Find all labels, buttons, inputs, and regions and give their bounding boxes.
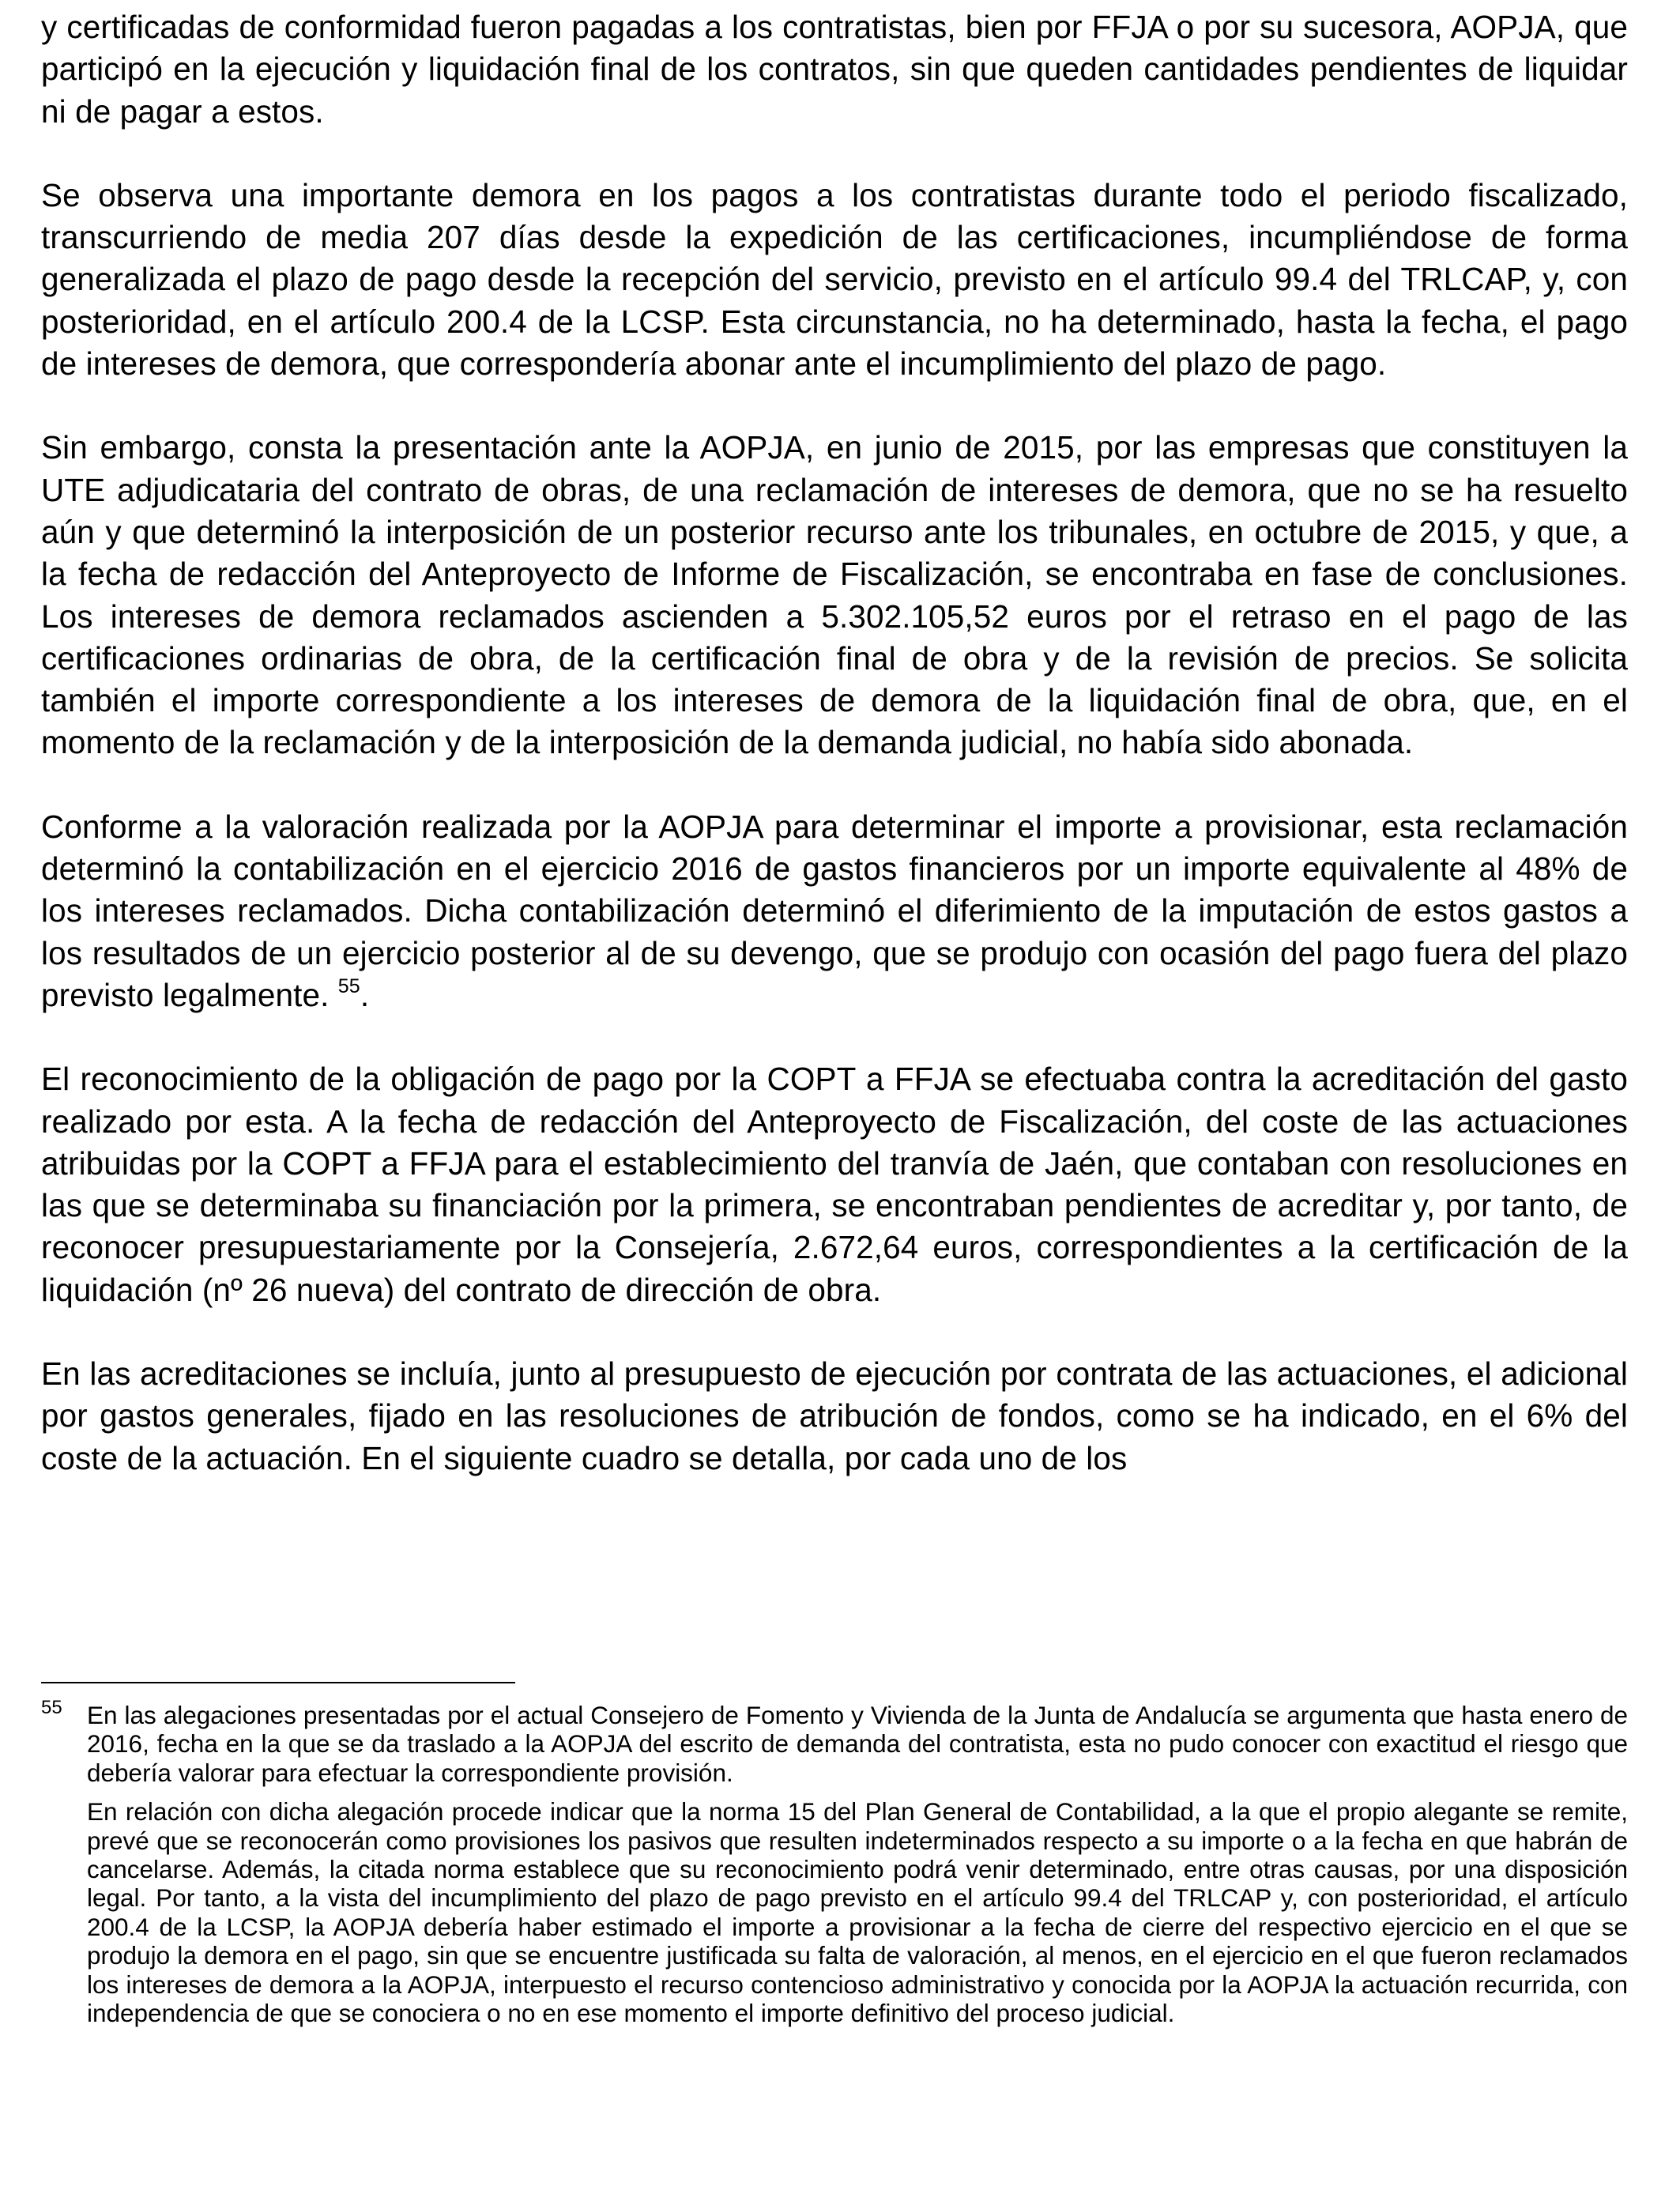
body-paragraph <box>41 1353 1628 1480</box>
paragraph-text: Sin embargo, consta la presentación ante la AOPJA, en junio de 2015, por las empresas que constituyen la UTE adjudicataria del contrato de obras, de una reclamación de intereses de demora, que no se ha resuelto aún y que determinó la interposición de un posterior recurso ante los tribunales, en octubre de 2015, y que, a la fecha de redacción del Anteproyecto de Informe de Fiscalización, se encontraba en fase de conclusiones. Los intereses de demora reclamados ascienden a 5.302.105,52 euros por el retraso en el pago de las certificaciones ordinarias de obra, de la certificación final de obra y de la revisión de precios. Se solicita también el importe correspondiente a los intereses de demora de la liquidación final de obra, que, en el momento de la reclamación y de la interposición de la demanda judicial, no había sido abonada. <box>41 429 1628 761</box>
body-paragraph <box>41 427 1628 763</box>
footnote-paragraph: En las alegaciones presentadas por el actual Consejero de Fomento y Vivienda de la Junta de Andalucía se argumenta que hasta enero de 2016, fecha en la que se da traslado a la AOPJA del escrito de demanda del contratista, esta no pudo conocer con exactitud el riesgo que debería valorar para efectuar la correspondiente provisión. <box>87 1701 1628 1787</box>
footnote-paragraph: En relación con dicha alegación procede indicar que la norma 15 del Plan General de Contabilidad, a la que el propio alegante se remite, prevé que se reconocerán como provisiones los pasivos que resulten indeterminados respecto a su importe o a la fecha en que habrán de cancelarse. Además, la citada norma establece que su reconocimiento podrá venir determinado, entre otras causas, por una disposición legal. Por tanto, a la vista del incumplimiento del plazo de pago previsto en el artículo 99.4 del TRLCAP y, con posterioridad, el artículo 200.4 de la LCSP, la AOPJA debería haber estimado el importe a provisionar a la fecha de cierre del respectivo ejercicio en el que se produjo la demora en el pago, sin que se encuentre justificada su falta de valoración, al menos, en el ejercicio en el que fueron reclamados los intereses de demora a la AOPJA, interpuesto el recurso contencioso administrativo y conocida por la AOPJA la actuación recurrida, con independencia de que se conociera o no en ese momento el importe definitivo del proceso judicial. <box>87 1797 1628 2028</box>
paragraph-text: En las acreditaciones se incluía, junto al presupuesto de ejecución por contrata de las actuaciones, el adicional por gastos generales, fijado en las resoluciones de atribución de fondos, como se ha indicado, en el 6% del coste de la actuación. En el siguiente cuadro se detalla, por cada uno de los <box>41 1355 1628 1476</box>
paragraph-text: y certificadas de conformidad fueron pagadas a los contratistas, bien por FFJA o por su sucesora, AOPJA, que participó en la ejecución y liquidación final de los contratos, sin que queden cantidades pendientes de liquidar ni de pagar a estos. <box>41 9 1628 130</box>
body-paragraph <box>41 175 1628 385</box>
body-paragraph <box>41 806 1628 1016</box>
footnote-reference[interactable]: 55 <box>337 975 360 998</box>
footnote-separator <box>41 1682 515 1683</box>
paragraph-tail: . <box>360 976 370 1013</box>
paragraph-text: Se observa una importante demora en los pagos a los contratistas durante todo el periodo fiscalizado, transcurriendo de media 207 días desde la expedición de las certificaciones, incumpliéndose de forma generalizada el plazo de pago desde la recepción del servicio, previsto en el artículo 99.4 del TRLCAP, y, con posterioridad, en el artículo 200.4 de la LCSP. Esta circunstancia, no ha determinado, hasta la fecha, el pago de intereses de demora, que correspondería abonar ante el incumplimiento del plazo de pago. <box>41 176 1628 383</box>
document-page <box>41 6 1628 1480</box>
footnote <box>41 1697 1628 2028</box>
body-text <box>41 6 1628 1480</box>
footnote-number: 55 <box>41 1697 62 1718</box>
paragraph-text: El reconocimiento de la obligación de pago por la COPT a FFJA se efectuaba contra la acreditación del gasto realizado por esta. A la fecha de redacción del Anteproyecto de Fiscalización, del coste de las actuaciones atribuidas por la COPT a FFJA para el establecimiento del tranvía de Jaén, que contaban con resoluciones en las que se determinaba su financiación por la primera, se encontraban pendientes de acreditar y, por tanto, de reconocer presupuestariamente por la Consejería, 2.672,64 euros, correspondientes a la certificación de la liquidación (nº 26 nueva) del contrato de dirección de obra. <box>41 1061 1628 1308</box>
paragraph-text: Conforme a la valoración realizada por la AOPJA para determinar el importe a provisionar, esta reclamación determinó la contabilización en el ejercicio 2016 de gastos financieros por un importe equivalente al 48% de los intereses reclamados. Dicha contabilización determinó el diferimiento de la imputación de estos gastos a los resultados de un ejercicio posterior al de su devengo, que se produjo con ocasión del pago fuera del plazo previsto legalmente. <box>41 808 1628 1013</box>
body-paragraph <box>41 6 1628 133</box>
body-paragraph <box>41 1058 1628 1311</box>
footnotes-section <box>41 1682 1628 2027</box>
